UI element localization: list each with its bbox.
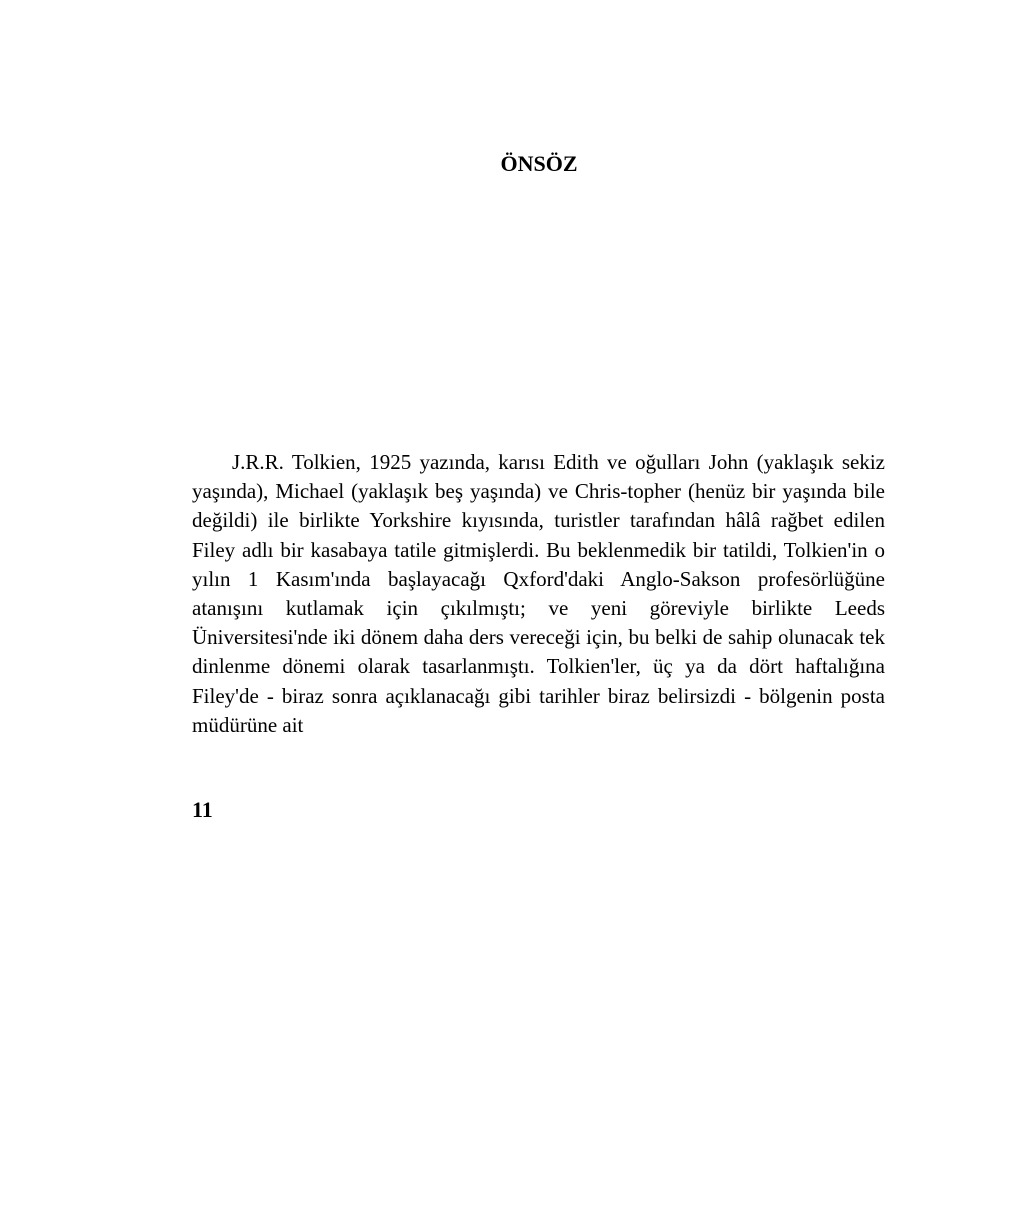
body-paragraph: J.R.R. Tolkien, 1925 yazında, karısı Edith ve oğulları John (yaklaşık sekiz yaşında), Michael (yaklaşık beş yaşında) ve Chris-topher (henüz bir yaşında bile değildi) ile birlikte Yorkshire kıyısında, turistler tarafından hâlâ rağbet edilen Filey adlı bir kasabaya tatile gitmişlerdi. Bu beklenmedik bir tatildi, Tolkien'in o yılın 1 Kasım'ında başlayacağı Qxford'daki Anglo-Sakson profesörlüğüne atanışını kutlamak için çıkılmıştı; ve yeni göreviyle birlikte Leeds Üniversitesi'nde iki dönem daha ders vereceği için, bu belki de sahip olunacak tek dinlenme dönemi olarak tasarlanmıştı. Tolkien'ler, üç ya da dört haftalığına Filey'de - biraz sonra açıklanacağı gibi tarihler biraz belirsizdi - bölgenin posta müdürüne ait bbox=[192, 450, 885, 737]
page-number: 11 bbox=[192, 797, 213, 822]
page-title: ÖNSÖZ bbox=[500, 151, 578, 176]
